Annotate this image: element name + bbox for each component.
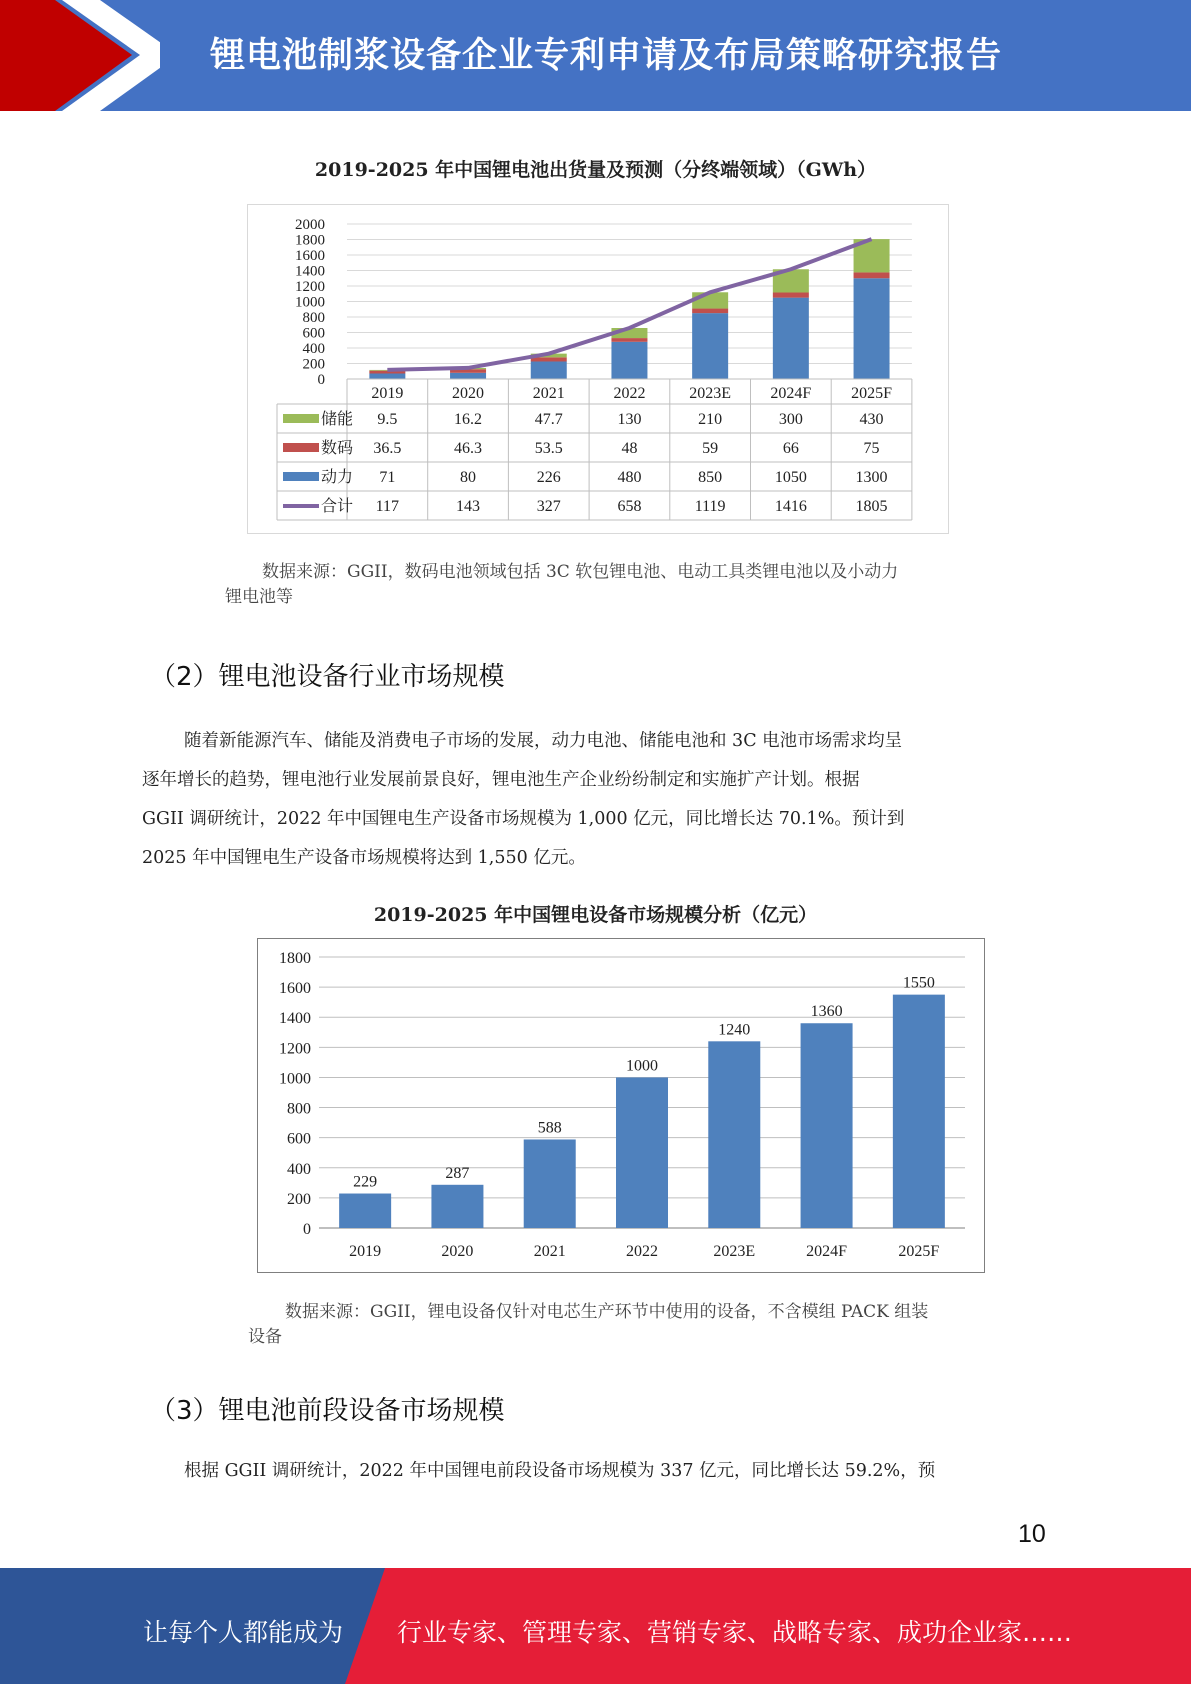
chart2-value-label: 1000 [626,1057,658,1075]
chart1-title: 2019-2025 年中国锂电池出货量及预测（分终端领域）（GWh） [314,159,877,181]
chart1-category-label: 2024F [770,385,812,402]
chart2-ytick-label: 0 [303,1221,311,1238]
chart1-table-value: 143 [456,498,481,515]
chart1-legend-label: 储能 [321,411,354,428]
chart1-bar-segment [611,338,647,342]
chart2-category-label: 2021 [533,1243,566,1260]
chart1-table-value: 117 [375,498,400,515]
footer-slogan-left: 让每个人都能成为 [143,1618,344,1647]
chart1-ytick-label: 0 [317,372,325,388]
chart1-table-value: 226 [536,469,561,486]
chart1-bar-segment [854,278,890,379]
chart1-table-value: 480 [617,469,642,486]
chart1-table-value: 59 [702,440,719,457]
chart2-value-label: 1550 [902,974,935,992]
chart1-category-label: 2019 [371,385,404,402]
footer-banner [0,1568,1191,1684]
chart2-value-label: 1240 [718,1021,751,1039]
chart1-ytick-label: 400 [302,341,325,357]
chart2-category-label: 2025F [898,1243,940,1260]
chart2-title: 2019-2025 年中国锂电设备市场规模分析（亿元） [373,904,818,926]
chart1-table-value: 48 [621,440,638,457]
chart2-bar [893,995,945,1228]
chart1-bar-segment [773,293,809,298]
chart2-bar [801,1023,853,1228]
chart2-ytick-label: 400 [287,1160,311,1178]
chart2-bar [524,1139,576,1228]
chart1-category-label: 2020 [452,385,485,402]
chart1-table-value: 658 [617,498,642,515]
chart1-table-value: 300 [778,411,803,428]
chart1-table-value: 71 [379,469,396,486]
chart1-table-value: 430 [859,411,884,428]
chart1-bar-segment [450,373,486,379]
section2-heading: （2）锂电池设备行业市场规模 [150,662,505,692]
chart1-bar-segment [531,357,567,361]
chart1-table-value: 1300 [855,469,888,486]
chart1-table-value: 46.3 [454,440,483,457]
chart2-caption-line2: 设备 [248,1327,282,1347]
chart1-ytick-label: 1200 [295,279,325,295]
section3-line1: 根据 GGII 调研统计，2022 年中国锂电前段设备市场规模为 337 亿元，同比增长达 59.2%，预 [184,1461,936,1481]
footer-slogan-right: 行业专家、管理专家、营销专家、战略专家、成功企业家…… [397,1618,1073,1647]
chart2-ytick-label: 1800 [279,950,311,967]
chart1-table-value: 1805 [855,498,888,515]
chart1-table-value: 16.2 [454,411,483,428]
page-number: 10 [1018,1520,1046,1548]
chart2-ytick-label: 600 [287,1130,311,1148]
chart1-table-value: 36.5 [373,440,402,457]
chart1-ytick-label: 200 [302,356,325,373]
chart1-bar-segment [369,373,405,379]
chart1-table-value: 80 [460,469,477,486]
chart1-ytick-label: 600 [302,325,325,342]
chart1-ytick-label: 1400 [295,263,325,280]
chart1-ytick-label: 1600 [295,248,325,264]
chart1-bar-segment [611,342,647,379]
chart2-ytick-label: 1400 [279,1010,311,1028]
chart2-value-label: 1360 [810,1003,843,1021]
header-arrow-decoration [0,0,160,111]
section2-line2: 逐年增长的趋势，锂电池行业发展前景良好，锂电池生产企业纷纷制定和实施扩产计划。根据 [142,770,860,790]
chart1-caption-line1: 数据来源：GGII，数码电池领域包括 3C 软包锂电池、电动工具类锂电池以及小动力 [262,562,899,582]
chart1-legend-label: 合计 [321,498,354,515]
chart1-table-value: 1416 [774,498,807,515]
header-banner [0,0,1191,111]
chart1-caption-line2: 锂电池等 [225,587,293,607]
chart1-legend-swatch [283,443,319,452]
chart2-bar [708,1041,760,1228]
chart2-bar [339,1194,391,1228]
chart2-category-label: 2024F [806,1243,848,1260]
chart2-bar [431,1185,483,1228]
chart1-bar-segment [773,298,809,379]
section2-line3: GGII 调研统计，2022 年中国锂电生产设备市场规模为 1,000 亿元，同比增长达 70.1%。预计到 [142,809,905,829]
chart1-table-value: 66 [782,440,799,457]
chart1-table-value: 210 [698,411,723,428]
chart1-ytick-label: 1000 [295,294,325,311]
chart1-table-value: 130 [617,411,642,428]
section2-paragraph [142,722,1042,878]
chart1-table-value: 9.5 [377,411,398,428]
chart1-table-value: 1050 [774,469,807,486]
chart1-table-value: 47.7 [534,411,563,428]
chart1-table-value: 53.5 [534,440,563,457]
chart2-ytick-label: 1000 [279,1070,311,1088]
chart1-table-value: 1119 [694,498,726,515]
chart2 [257,938,985,1273]
chart1-ytick-label: 2000 [295,217,325,233]
chart1-category-label: 2021 [532,385,565,402]
chart1-bar-segment [854,272,890,278]
chart2-caption-line1: 数据来源：GGII，锂电设备仅针对电芯生产环节中使用的设备，不含模组 PACK 组装 [285,1302,929,1322]
chart2-category-label: 2019 [349,1243,382,1260]
chart1-legend-swatch [283,472,319,481]
chart1-bar-segment [531,361,567,379]
chart1-table-value: 327 [536,498,561,515]
chart1-category-label: 2023E [689,385,732,402]
chart1-table-value: 850 [698,469,723,486]
chart1-bar-segment [692,309,728,314]
chart1-bar-segment [692,292,728,308]
section3-heading: （3）锂电池前段设备市场规模 [150,1396,505,1426]
chart1-legend-swatch [283,414,319,423]
chart2-ytick-label: 200 [287,1190,311,1208]
header-title: 锂电池制浆设备企业专利申请及布局策略研究报告 [210,36,1003,76]
chart1-legend-label: 数码 [321,440,354,457]
chart2-value-label: 588 [537,1119,562,1137]
chart2-value-label: 229 [353,1173,378,1191]
chart1-legend-label: 动力 [321,469,354,486]
chart2-bar [616,1077,668,1228]
chart1-category-label: 2025F [851,385,893,402]
chart2-category-label: 2020 [441,1243,474,1260]
chart1 [247,204,949,534]
section3-paragraph [142,1452,1042,1491]
chart1-bar-segment [692,313,728,379]
chart2-category-label: 2023E [713,1243,756,1260]
chart1-category-label: 2022 [613,385,646,402]
section2-line4: 2025 年中国锂电生产设备市场规模将达到 1,550 亿元。 [142,848,586,868]
chart2-category-label: 2022 [626,1243,658,1260]
chart1-ytick-label: 800 [302,310,325,326]
chart2-ytick-label: 1200 [279,1040,311,1058]
chart1-ytick-label: 1800 [295,232,325,249]
chart2-ytick-label: 1600 [279,980,311,998]
section2-line1: 随着新能源汽车、储能及消费电子市场的发展，动力电池、储能电池和 3C 电池市场需求均呈 [184,731,903,751]
chart2-ytick-label: 800 [287,1100,311,1118]
chart1-table-value: 75 [863,440,880,457]
chart2-value-label: 287 [445,1164,470,1182]
